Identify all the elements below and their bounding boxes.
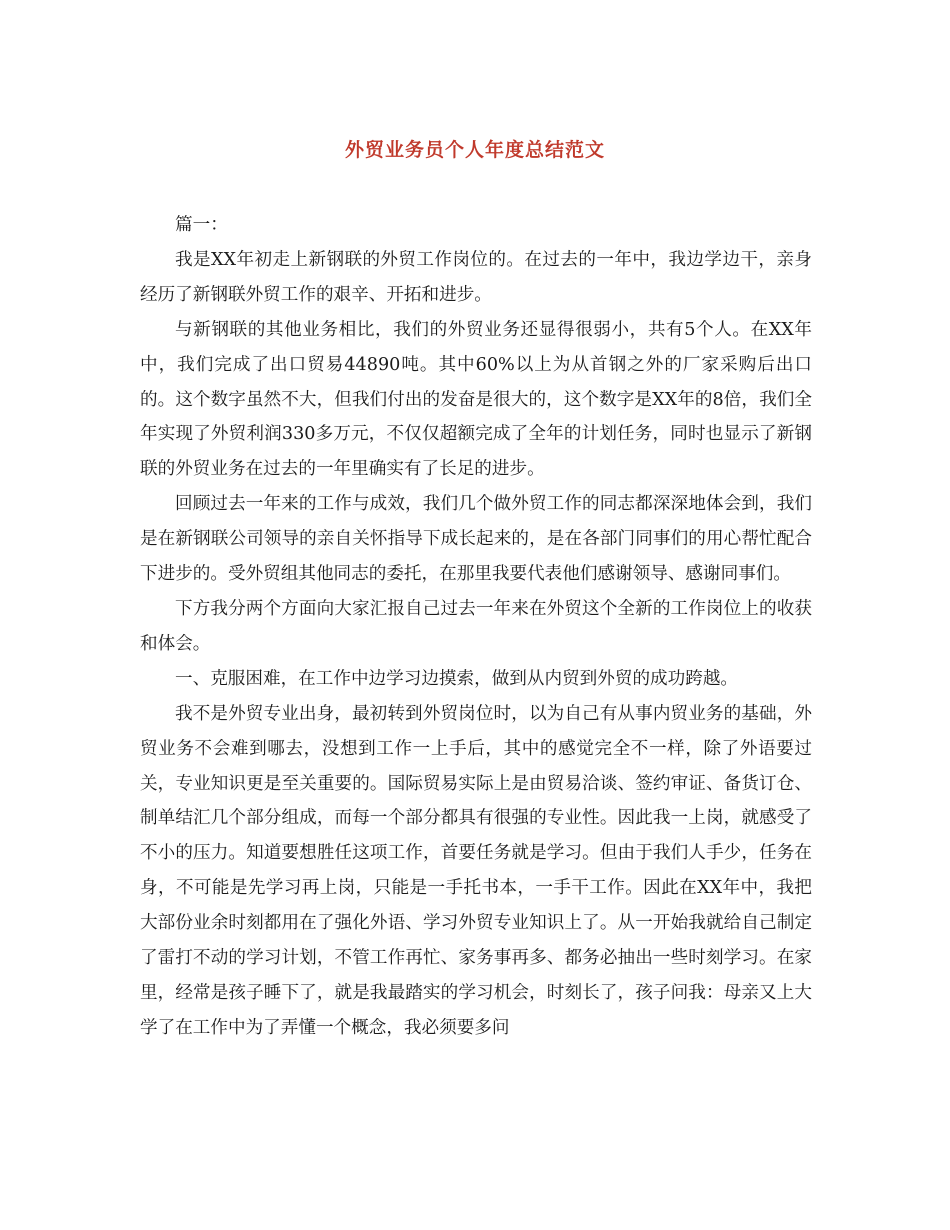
paragraph: 我是XX年初走上新钢联的外贸工作岗位的。在过去的一年中，我边学边干，亲身经历了新钢联外贸工作的艰辛、开拓和进步。 xyxy=(140,249,812,305)
paragraph-section-label: 篇一： xyxy=(175,215,228,235)
paragraph: 回顾过去一年来的工作与成效，我们几个做外贸工作的同志都深深地体会到，我们是在新钢联公司领导的亲自关怀指导下成长起来的，是在各部门同事们的用心帮忙配合下进步的。受外贸组其他同志的委托，在那里我要代表他们感谢领导、感谢同事们。 xyxy=(140,494,812,585)
paragraph: 与新钢联的其他业务相比，我们的外贸业务还显得很弱小，共有5个人。在XX年中，我们完成了出口贸易44890吨。其中60%以上为从首钢之外的厂家采购后出口的。这个数字虽然不大，但我们付出的发奋是很大的，这个数字是XX年的8倍，我们全年实现了外贸利润330多万元，不仅仅超额完成了全年的计划任务，同时也显示了新钢联的外贸业务在过去的一年里确实有了长足的进步。 xyxy=(140,319,812,480)
paragraph-heading: 一、克服困难，在工作中边学习边摸索，做到从内贸到外贸的成功跨越。 xyxy=(175,668,739,689)
paragraph: 下方我分两个方面向大家汇报自己过去一年来在外贸这个全新的工作岗位上的收获和体会。 xyxy=(140,598,812,654)
document-body xyxy=(140,208,812,1046)
paragraph: 我不是外贸专业出身，最初转到外贸岗位时，以为自己有从事内贸业务的基础，外贸业务不会难到哪去，没想到工作一上手后，其中的感觉完全不一样，除了外语要过关，专业知识更是至关重要的。国际贸易实际上是由贸易洽谈、签约审证、备货订仓、制单结汇几个部分组成，而每一个部分都具有很强的专业性。因此我一上岗，就感受了不小的压力。知道要想胜任这项工作，首要任务就是学习。但由于我们人手少，任务在身，不可能是先学习再上岗，只能是一手托书本，一手干工作。因此在XX年中，我把大部份业余时刻都用在了强化外语、学习外贸专业知识上了。从一开始我就给自己制定了雷打不动的学习计划，不管工作再忙、家务事再多、都务必抽出一些时刻学习。在家里，经常是孩子睡下了，就是我最踏实的学习机会，时刻长了，孩子问我：母亲又上大学了在工作中为了弄懂一个概念，我必须要多问 xyxy=(140,703,812,1038)
document-title: 外贸业务员个人年度总结范文 xyxy=(344,139,605,161)
